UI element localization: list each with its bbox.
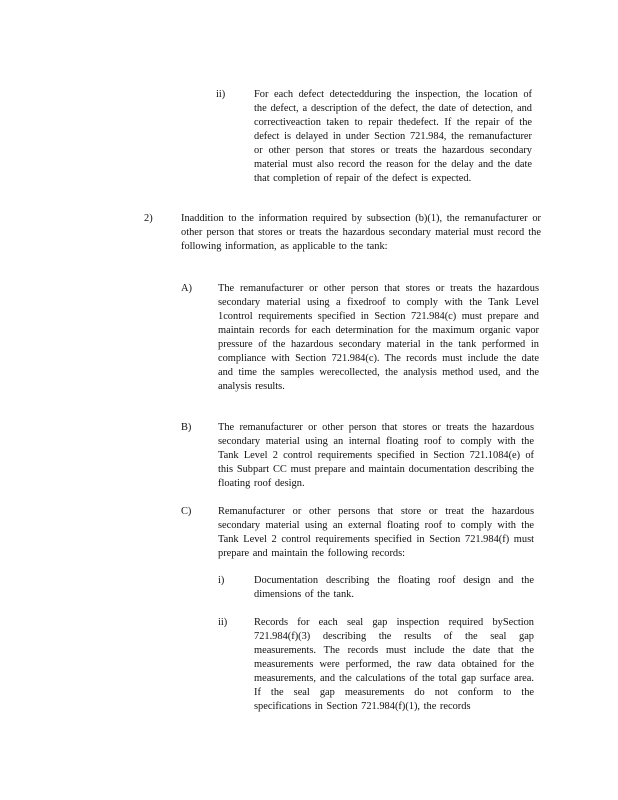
item-C-marker: C) — [181, 506, 192, 517]
item-C-ii-marker: ii) — [218, 617, 228, 628]
item-A-text: The remanufacturer or other person that stores or treats the hazardous secondary material using a fixedroof to comply with the Tank Level 1control requirements specified in Section 721.984(c) must prepare and maintain records for each determination for the maximum organic vapor pressure of the hazardous secondary material in the tank performed in compliance with Section 721.984(c). The records must include the date and time the samples werecollected, the analysis method used, and the analysis results. — [218, 283, 539, 392]
item-C-i-text: Documentation describing the floating roof design and the dimensions of the tank. — [254, 575, 534, 600]
item-B-marker: B) — [181, 422, 192, 433]
item-C-i-marker: i) — [218, 575, 225, 586]
subitem-ii-marker: ii) — [216, 89, 226, 100]
subitem-ii-text: For each defect detectedduring the inspection, the location of the defect, a description of the defect, the date of detection, and correctiveaction taken to repair thedefect. If the repair of the defect is delayed in under Section 721.984, the remanufacturer or other person that stores or treats the hazardous secondary material must also record the reason for the delay and the date that completion of repair of the defect is expected. — [254, 89, 532, 184]
item-B-text: The remanufacturer or other person that stores or treats the hazardous secondary material using an internal floating roof to comply with the Tank Level 2 control requirements specified in Section 721.1084(e) of this Subpart CC must prepare and maintain documentation describing the floating roof design. — [218, 422, 534, 489]
item-2-marker: 2) — [144, 213, 153, 224]
item-C-text: Remanufacturer or other persons that store or treat the hazardous secondary material using an external floating roof to comply with the Tank Level 2 control requirements specified in Section 721.984(f) must prepare and maintain the following records: — [218, 506, 534, 559]
item-2-text: Inaddition to the information required by subsection (b)(1), the remanufacturer or other person that stores or treats the hazardous secondary material must record the following information, as applicable to the tank: — [181, 213, 541, 252]
item-A-marker: A) — [181, 283, 192, 294]
item-C-ii-text: Records for each seal gap inspection required bySection 721.984(f)(3) describing the results of the seal gap measurements. The records must include the date that the measurements were performed, the raw data obtained for the measurements, and the calculations of the total gap surface area. If the seal gap measurements do not conform to the specifications in Section 721.984(f)(1), the records — [254, 617, 534, 712]
